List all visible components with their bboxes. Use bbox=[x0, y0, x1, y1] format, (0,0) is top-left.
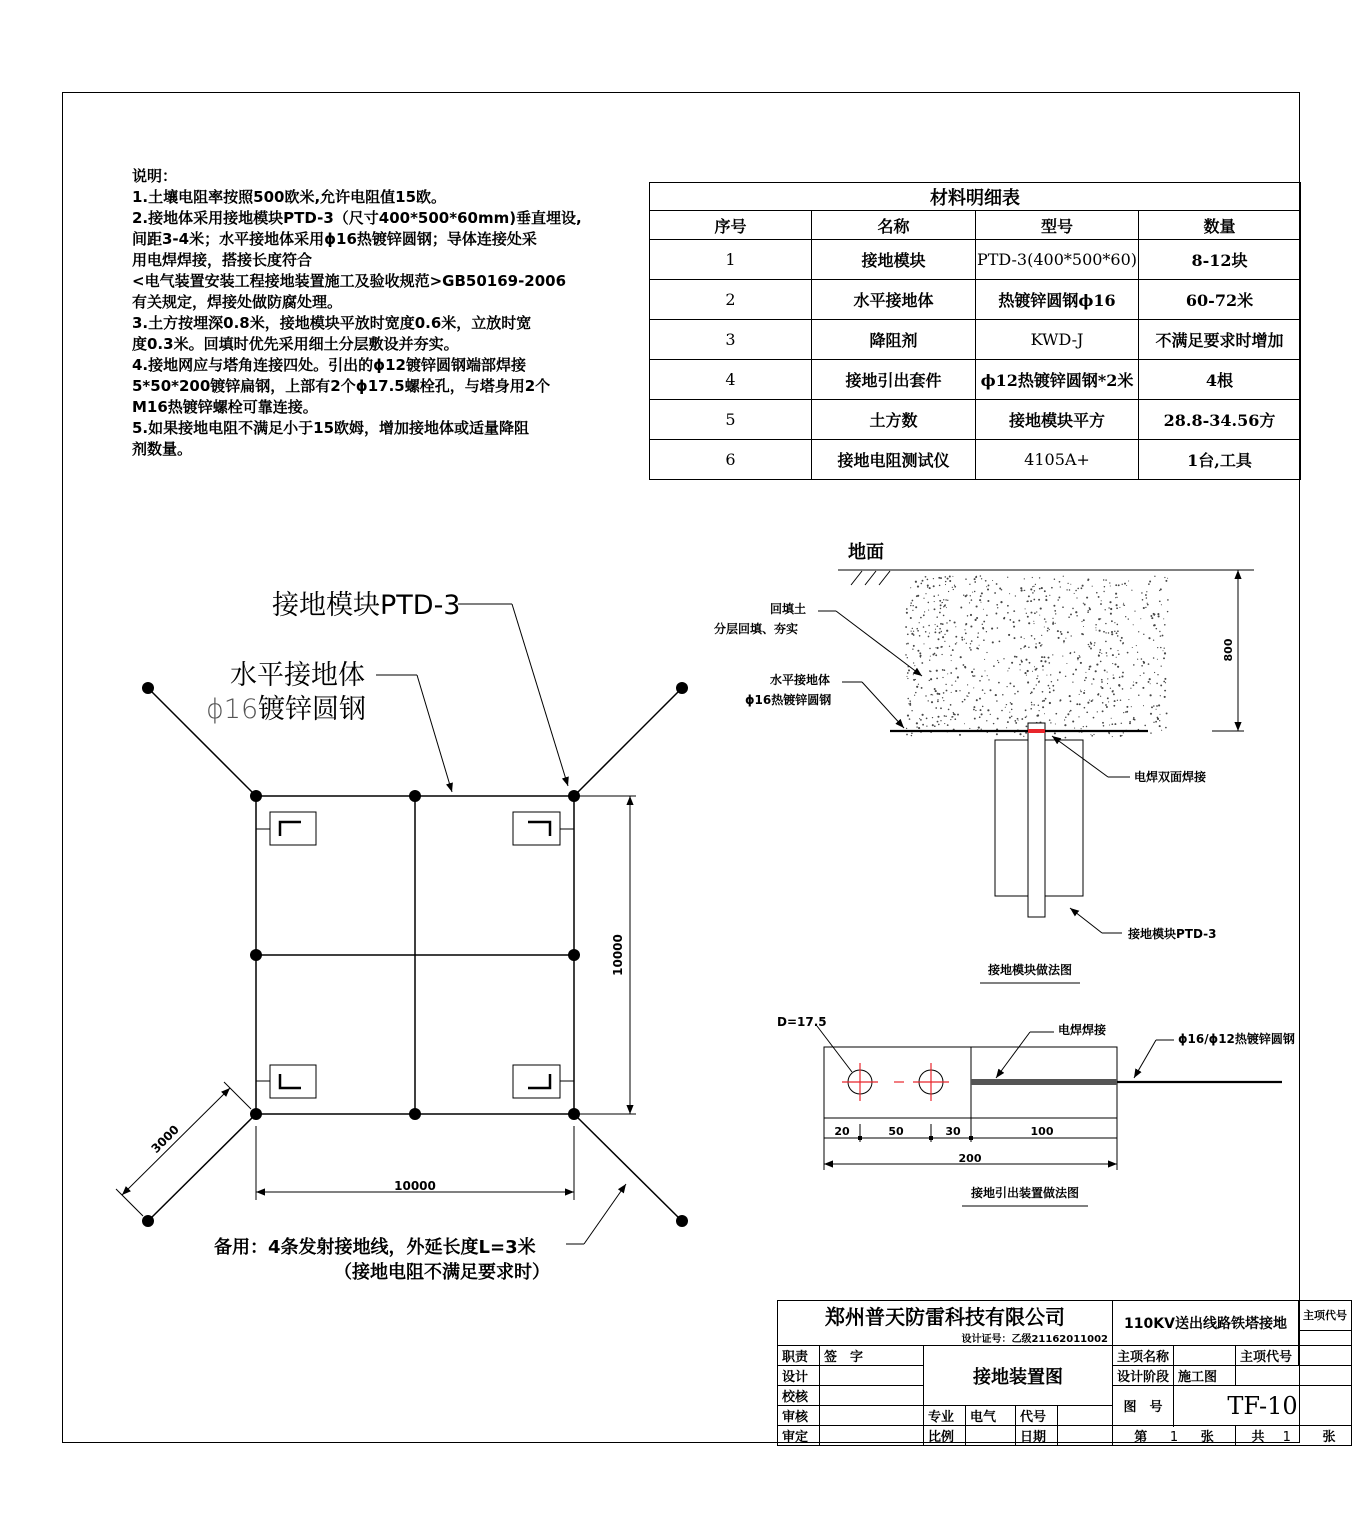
major-value: 电气 bbox=[966, 1406, 1016, 1426]
dim-width-label: 10000 bbox=[394, 1179, 436, 1193]
material-table-title: 材料明细表 bbox=[650, 183, 1301, 211]
major-label: 专业 bbox=[924, 1406, 966, 1426]
table-cell: 接地模块平方 bbox=[976, 400, 1139, 440]
drawing-number: TF-10 bbox=[1174, 1386, 1352, 1426]
label-horizontal-symbol: ϕ16 bbox=[206, 694, 259, 725]
total-label: 共 bbox=[1251, 1430, 1265, 1445]
table-cell: 热镀锌圆钢ϕ16 bbox=[976, 280, 1139, 320]
review-label: 审核 bbox=[778, 1406, 820, 1426]
dim-radial-label: 3000 bbox=[148, 1122, 182, 1156]
table-cell: 4 bbox=[650, 360, 812, 400]
blank-cell bbox=[820, 1386, 924, 1406]
note-line: 5*50*200镀锌扁钢，上部有2个ϕ17.5螺栓孔，与塔身用2个 bbox=[132, 377, 551, 395]
note-line: 3.土方按埋深0.8米，接地模块平放时宽度0.6米，立放时宽 bbox=[132, 314, 532, 332]
depth-dim-label: 800 bbox=[1222, 638, 1235, 662]
blank-cell bbox=[966, 1426, 1016, 1446]
blank-cell bbox=[1299, 1346, 1352, 1366]
check-label: 校核 bbox=[778, 1386, 820, 1406]
sheet-total bbox=[1236, 1426, 1352, 1446]
project-name: 110KV送出线路铁塔接地 bbox=[1113, 1301, 1299, 1346]
backfill-label-2: 分层回填、夯实 bbox=[714, 622, 799, 636]
module-label: 接地模块PTD-3 bbox=[1128, 927, 1217, 941]
table-header: 型号 bbox=[976, 211, 1139, 240]
plan-leaders bbox=[376, 604, 626, 1244]
horizontal-label-1: 水平接地体 bbox=[770, 673, 831, 687]
table-cell: 接地电阻测试仪 bbox=[812, 440, 976, 480]
blank-cell bbox=[1299, 1330, 1352, 1346]
horizontal-label-2: ϕ16热镀锌圆钢 bbox=[745, 693, 832, 707]
table-header: 数量 bbox=[1139, 211, 1301, 240]
table-cell: 28.8-34.56方 bbox=[1139, 400, 1301, 440]
table-cell: 接地模块 bbox=[812, 240, 976, 280]
notes-title: 说明： bbox=[132, 167, 178, 185]
table-cell: 60-72米 bbox=[1139, 280, 1301, 320]
table-cell: 接地引出套件 bbox=[812, 360, 976, 400]
label-horizontal: 水平接地体 bbox=[230, 660, 365, 691]
backup-note-2: （接地电阻不满足要求时） bbox=[334, 1262, 550, 1283]
table-header: 序号 bbox=[650, 211, 812, 240]
table-cell: 6 bbox=[650, 440, 812, 480]
weld-label: 电焊焊接 bbox=[1058, 1023, 1107, 1037]
lead-rod-section bbox=[1028, 723, 1045, 917]
table-header: 名称 bbox=[812, 211, 976, 240]
lead-out-detail bbox=[777, 1015, 1295, 1206]
note-line: M16热镀锌螺栓可靠连接。 bbox=[132, 398, 318, 416]
radial-line bbox=[574, 1114, 682, 1221]
note-line: 剂数量。 bbox=[132, 440, 193, 458]
dim-label: 50 bbox=[888, 1125, 904, 1138]
note-line: 4.接地网应与塔角连接四处。引出的ϕ12镀锌圆钢端部焊接 bbox=[132, 356, 526, 374]
sheet-unit: 张 bbox=[1200, 1430, 1214, 1445]
sub-code-label: 主项代号 bbox=[1236, 1346, 1299, 1366]
sub-name-label: 主项名称 bbox=[1113, 1346, 1174, 1366]
backfill-soil bbox=[905, 575, 1169, 738]
weld-seam bbox=[971, 1079, 1117, 1085]
table-cell: 8-12块 bbox=[1139, 240, 1301, 280]
table-cell: 4105A+ bbox=[976, 440, 1139, 480]
table-cell: 5 bbox=[650, 400, 812, 440]
note-line: 度0.3米。回填时优先采用细土分层敷设并夯实。 bbox=[132, 335, 459, 353]
note-line: 5.如果接地电阻不满足小于15欧姆，增加接地体或适量降阻 bbox=[132, 419, 530, 437]
table-cell: KWD-J bbox=[976, 320, 1139, 360]
module-block bbox=[270, 812, 316, 845]
note-line: 1.土壤电阻率按照500欧米,允许电阻值15欧。 bbox=[132, 188, 447, 206]
code-label: 代号 bbox=[1016, 1406, 1058, 1426]
sheet-label: 第 bbox=[1134, 1430, 1148, 1445]
table-cell: 水平接地体 bbox=[812, 280, 976, 320]
module-block bbox=[270, 1065, 316, 1098]
grounding-plan bbox=[148, 688, 682, 1221]
role-header: 职责 bbox=[778, 1346, 820, 1366]
dim-total-label: 200 bbox=[958, 1152, 982, 1165]
blank-cell bbox=[1058, 1406, 1113, 1426]
total-unit: 张 bbox=[1322, 1430, 1336, 1445]
blank-cell bbox=[820, 1366, 924, 1386]
approve-label: 审定 bbox=[778, 1426, 820, 1446]
table-cell: PTD-3(400*500*60) bbox=[976, 240, 1139, 280]
dim-label: 100 bbox=[1030, 1125, 1054, 1138]
company-name: 郑州普天防雷科技有限公司 bbox=[778, 1301, 1113, 1331]
design-label: 设计 bbox=[778, 1366, 820, 1386]
table-cell: 不满足要求时增加 bbox=[1139, 320, 1301, 360]
cert-number: 设计证号：乙级21162011002 bbox=[778, 1330, 1113, 1346]
title-block bbox=[777, 1300, 1352, 1446]
backup-note-1: 备用：4条发射接地线，外延长度L=3米 bbox=[214, 1237, 536, 1258]
table-cell: 1台,工具 bbox=[1139, 440, 1301, 480]
dim-height-label: 10000 bbox=[611, 934, 625, 976]
drawing-no-label: 图 号 bbox=[1113, 1386, 1174, 1426]
blank-cell bbox=[1058, 1426, 1113, 1446]
note-line: 2.接地体采用接地模块PTD-3（尺寸400*500*60mm)垂直埋设, bbox=[132, 209, 582, 227]
table-cell: 4根 bbox=[1139, 360, 1301, 400]
label-horizontal-material: 镀锌圆钢 bbox=[258, 694, 366, 725]
stage-value: 施工图 bbox=[1174, 1366, 1236, 1386]
sheet-number bbox=[1113, 1426, 1236, 1446]
table-cell: 2 bbox=[650, 280, 812, 320]
blank-cell bbox=[1236, 1366, 1352, 1386]
radial-line bbox=[574, 688, 682, 796]
lead-detail-title: 接地引出装置做法图 bbox=[970, 1186, 1080, 1200]
weld-label: 电焊双面焊接 bbox=[1134, 770, 1207, 784]
dim-label: 20 bbox=[834, 1125, 850, 1138]
date-label: 日期 bbox=[1016, 1426, 1058, 1446]
table-cell: 1 bbox=[650, 240, 812, 280]
dim-label: 30 bbox=[945, 1125, 961, 1138]
table-cell: ϕ12热镀锌圆钢*2米 bbox=[976, 360, 1139, 400]
hole-diameter-label: D=17.5 bbox=[777, 1015, 827, 1029]
section-title: 接地模块做法图 bbox=[987, 963, 1073, 977]
blank-cell bbox=[1174, 1346, 1236, 1366]
sign-header: 签 字 bbox=[820, 1346, 924, 1366]
module-block bbox=[513, 1065, 560, 1098]
sheet-no: 1 bbox=[1169, 1430, 1179, 1445]
table-cell: 土方数 bbox=[812, 400, 976, 440]
blank-cell bbox=[820, 1426, 924, 1446]
blank-cell bbox=[820, 1406, 924, 1426]
table-cell: 3 bbox=[650, 320, 812, 360]
drawing-name: 接地装置图 bbox=[924, 1346, 1113, 1406]
total-no: 1 bbox=[1282, 1430, 1291, 1445]
scale-label: 比例 bbox=[924, 1426, 966, 1446]
note-line: <电气装置安装工程接地装置施工及验收规范>GB50169-2006 bbox=[132, 272, 567, 290]
rod-label: ϕ16/ϕ12热镀锌圆钢 bbox=[1178, 1032, 1295, 1046]
table-cell: 降阻剂 bbox=[812, 320, 976, 360]
plan-dimensions bbox=[116, 796, 636, 1216]
backfill-label-1: 回填土 bbox=[770, 602, 807, 616]
module-block bbox=[513, 812, 560, 845]
note-line: 间距3-4米；水平接地体采用ϕ16热镀锌圆钢；导体连接处采 bbox=[132, 230, 537, 248]
label-module: 接地模块PTD-3 bbox=[272, 590, 461, 621]
ground-label: 地面 bbox=[848, 542, 884, 563]
module-section bbox=[714, 541, 1254, 983]
note-line: 有关规定，焊接处做防腐处理。 bbox=[132, 293, 343, 311]
main-code-label: 主项代号 bbox=[1299, 1301, 1352, 1331]
note-line: 用电焊焊接，搭接长度符合 bbox=[132, 251, 313, 269]
stage-label: 设计阶段 bbox=[1113, 1366, 1174, 1386]
